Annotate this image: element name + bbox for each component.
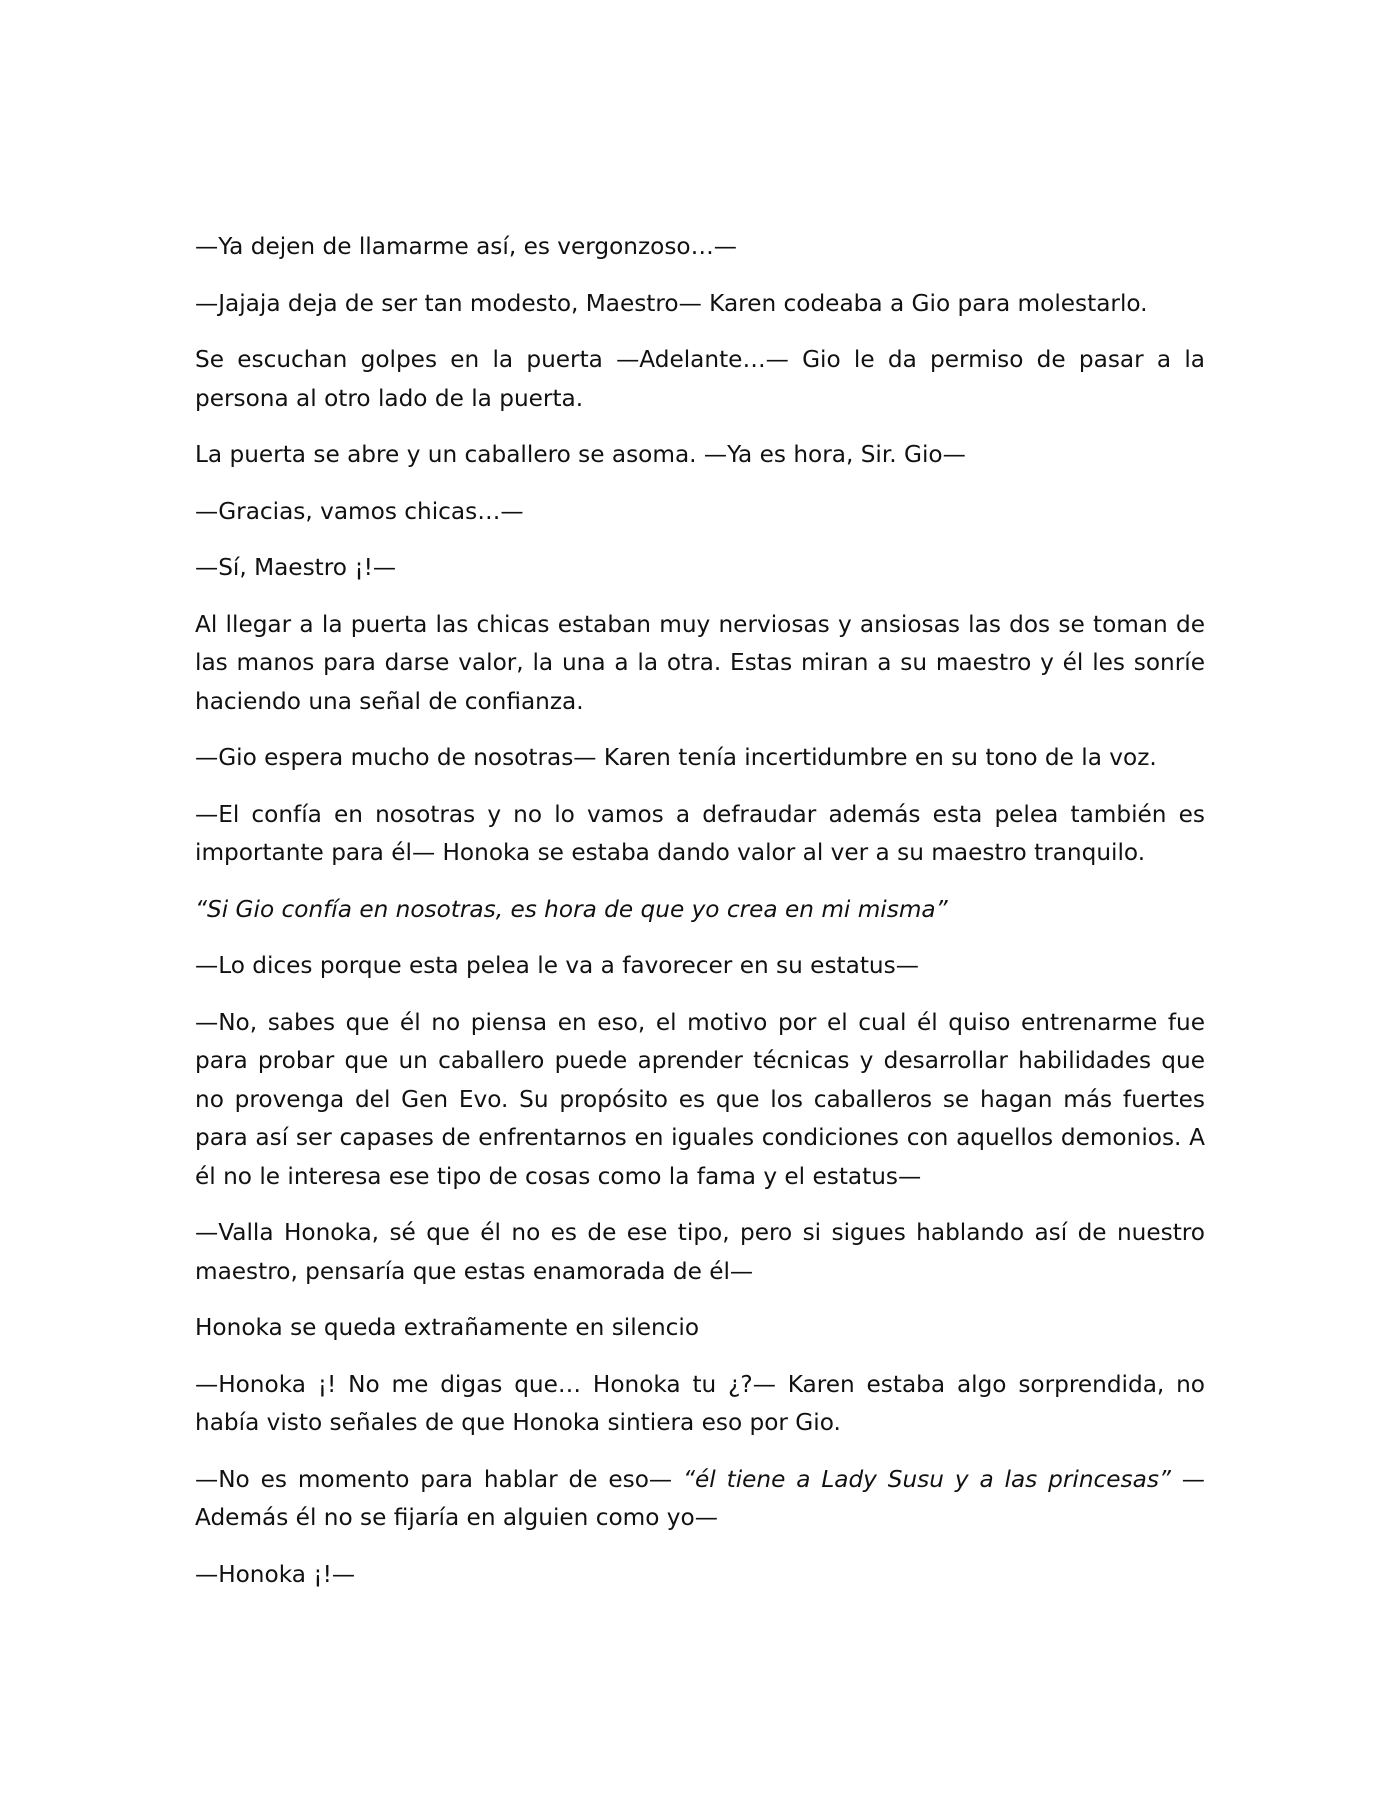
paragraph-7: Al llegar a la puerta las chicas estaban muy nerviosas y ansiosas las dos se toman de las manos para darse valor, la una a la otra. Estas miran a su maestro y él les sonríe haciendo una señal de confianza. — [195, 610, 1205, 715]
paragraph-12: —No, sabes que él no piensa en eso, el motivo por el cual él quiso entrenarme fue para probar que un caballero puede aprender técnicas y desarrollar habilidades que no provenga del Gen Evo. Su propósito es que los caballeros se hagan más fuertes para así ser capases de enfrentarnos en iguales condiciones con aquellos demonios. A él no le interesa ese tipo de cosas como la fama y el estatus— — [195, 1008, 1205, 1190]
paragraph-4: La puerta se abre y un caballero se asoma. —Ya es hora, Sir. Gio— — [195, 441, 966, 468]
paragraph-16-dialogue-end: —Además él no se fijaría en alguien como yo— — [195, 1465, 1205, 1531]
document-body — [195, 228, 1205, 1612]
paragraph-10-thought: “Si Gio confía en nosotras, es hora de que yo crea en mi misma” — [195, 895, 948, 923]
paragraph-8: —Gio espera mucho de nosotras— Karen tenía incertidumbre en su tono de la voz. — [195, 744, 1157, 771]
paragraph-16 — [195, 1461, 1205, 1538]
paragraph-14: Honoka se queda extrañamente en silencio — [195, 1314, 700, 1341]
paragraph-5: —Gracias, vamos chicas…— — [195, 497, 524, 525]
paragraph-15: —Honoka ¡! No me digas que… Honoka tu ¿?— Karen estaba algo sorprendida, no había visto señales de que Honoka sintiera eso por Gio. — [195, 1370, 1205, 1436]
paragraph-9: —El confía en nosotras y no lo vamos a defraudar además esta pelea también es importante para él— Honoka se estaba dando valor al ver a su maestro tranquilo. — [195, 800, 1205, 866]
paragraph-13: —Valla Honoka, sé que él no es de ese tipo, pero si sigues hablando así de nuestro maestro, pensaría que estas enamorada de él— — [195, 1219, 1205, 1285]
paragraph-16-thought: “él tiene a Lady Susu y a las princesas” — [683, 1465, 1171, 1493]
paragraph-3: Se escuchan golpes en la puerta —Adelante…— Gio le da permiso de pasar a la persona al otro lado de la puerta. — [195, 346, 1205, 412]
paragraph-11: —Lo dices porque esta pelea le va a favorecer en su estatus— — [195, 952, 919, 979]
paragraph-1: —Ya dejen de llamarme así, es vergonzoso…— — [195, 233, 737, 260]
paragraph-17: —Honoka ¡!— — [195, 1560, 356, 1588]
paragraph-16-dialogue: —No es momento para hablar de eso— — [195, 1465, 683, 1493]
paragraph-6: —Sí, Maestro ¡!— — [195, 554, 397, 581]
paragraph-2: —Jajaja deja de ser tan modesto, Maestro— Karen codeaba a Gio para molestarlo. — [195, 289, 1148, 317]
